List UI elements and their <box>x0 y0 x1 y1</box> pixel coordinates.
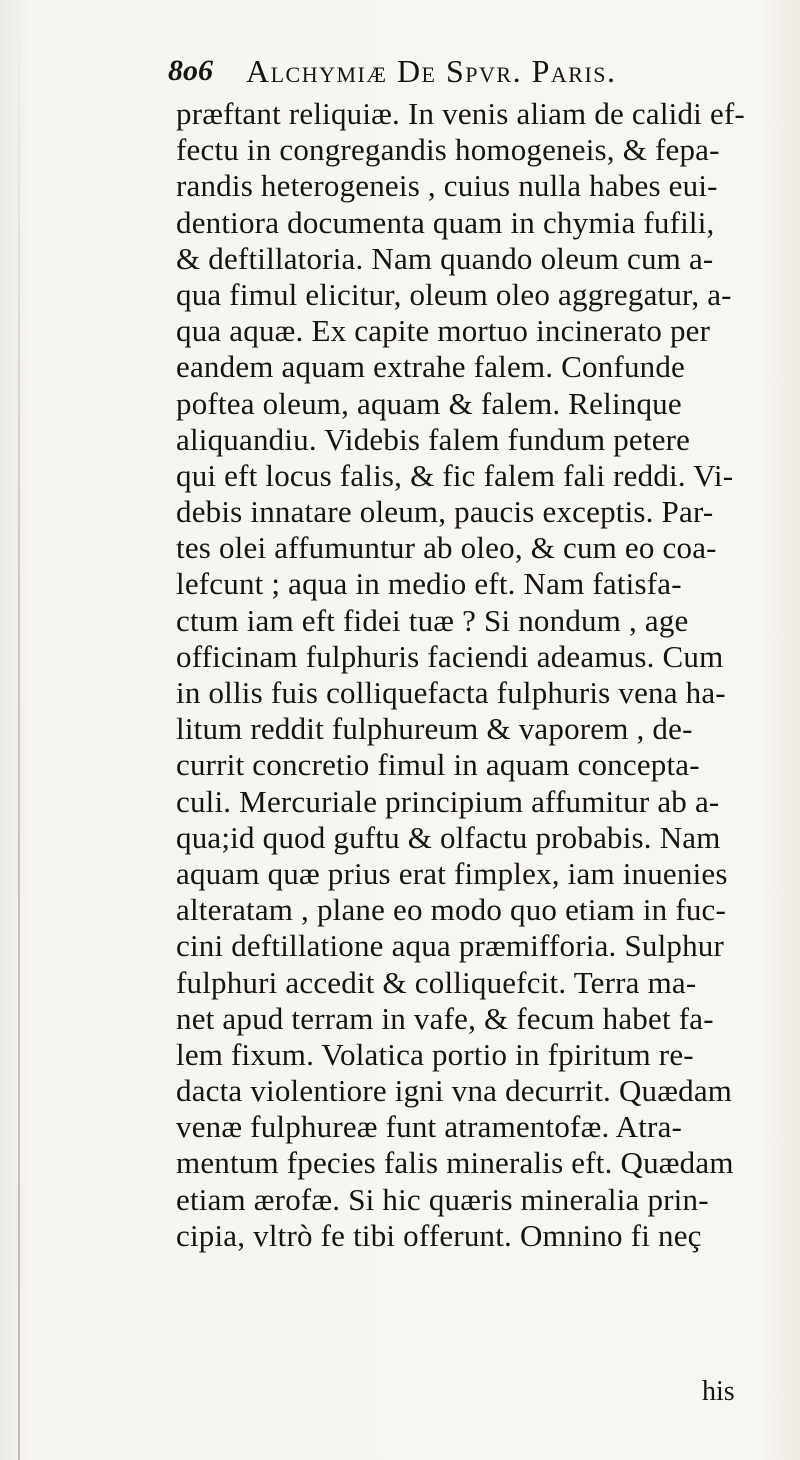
text-line: qui eft locus falis, & fic falem fali reddi. Vi- <box>176 457 734 493</box>
text-line: & deftillatoria. Nam quando oleum cum a- <box>176 240 714 276</box>
text-line: dacta violentiore igni vna decurrit. Quædam <box>176 1073 733 1109</box>
text-line: poftea oleum, aquam & falem. Relinque <box>176 385 682 421</box>
text-line: ctum iam eft fidei tuæ ? Si nondum , age <box>176 602 689 638</box>
text-line: cini deftillatione aqua præmifforia. Sulphur <box>176 928 725 964</box>
text-line: alteratam , plane eo modo quo etiam in fuc- <box>176 892 727 928</box>
body-text <box>176 96 776 1254</box>
text-line: mentum fpecies falis mineralis eft. Quædam <box>176 1145 734 1181</box>
text-line: venæ fulphureæ funt atramentofæ. Atra- <box>176 1109 683 1145</box>
text-line: qua;id quod guftu & olfactu probabis. Nam <box>176 819 721 855</box>
text-line: cipia, vltrò fe tibi offerunt. Omnino fi neç <box>176 1217 702 1253</box>
text-line: fulphuri accedit & colliquefcit. Terra ma- <box>176 964 697 1000</box>
text-line: net apud terram in vafe, & fecum habet fa- <box>176 1000 714 1036</box>
text-line: aliquandiu. Videbis falem fundum petere <box>176 421 691 457</box>
text-line: culi. Mercuriale principium affumitur ab a- <box>176 783 720 819</box>
text-line: qua aquæ. Ex capite mortuo incinerato per <box>176 313 711 349</box>
text-line: debis innatare oleum, paucis exceptis. Par- <box>176 494 714 530</box>
text-line: aquam quæ prius erat fimplex, iam inuenies <box>176 855 728 891</box>
text-line: officinam fulphuris faciendi adeamus. Cum <box>176 638 724 674</box>
text-line: lefcunt ; aqua in medio eft. Nam fatisfa- <box>176 566 682 602</box>
text-line: randis heterogeneis , cuius nulla habes eui- <box>176 168 718 204</box>
page-fold-edge <box>18 0 20 1460</box>
text-line: qua fimul elicitur, oleum oleo aggregatur, a- <box>176 276 732 312</box>
text-line: fectu in congregandis homogeneis, & fepa- <box>176 132 720 168</box>
text-line: litum reddit fulphureum & vaporem , de- <box>176 711 693 747</box>
text-line: præftant reliquiæ. In venis aliam de calidi ef- <box>176 96 745 131</box>
text-line: currit concretio fimul in aquam concepta- <box>176 747 700 783</box>
running-title: Alchymiæ De Spvr. Paris. <box>246 53 617 89</box>
text-line: tes olei affumuntur ab oleo, & cum eo coa- <box>176 530 717 566</box>
text-line: eandem aquam extrahe falem. Confunde <box>176 349 686 385</box>
page-number: 8o6 <box>168 54 213 87</box>
catchword: his <box>702 1376 735 1407</box>
text-line: lem fixum. Volatica portio in fpiritum re- <box>176 1036 694 1072</box>
text-line: etiam ærofæ. Si hic quæris mineralia prin- <box>176 1181 709 1217</box>
running-head <box>168 48 768 94</box>
text-line: in ollis fuis colliquefacta fulphuris vena ha- <box>176 675 726 710</box>
text-line: dentiora documenta quam in chymia fufili, <box>176 204 715 240</box>
